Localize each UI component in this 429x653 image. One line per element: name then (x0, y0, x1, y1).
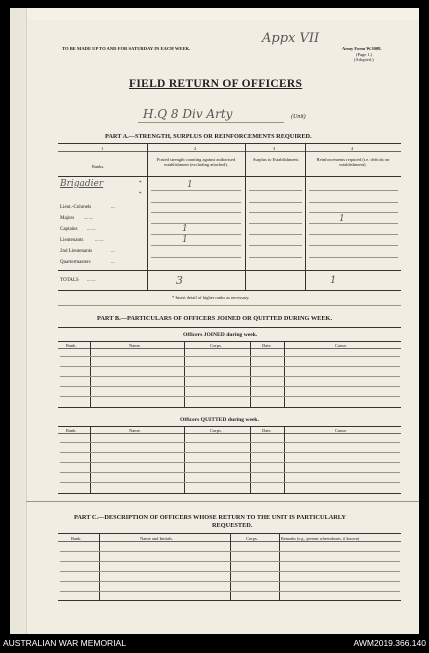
part-c-row-rule (60, 571, 400, 572)
col-header-reinforcements: Reinforcements required (i.e. deficits on establishment). (316, 157, 390, 167)
part-a-totals-rule (58, 270, 401, 271)
row-rule (309, 212, 398, 213)
part-b-top-rule (58, 327, 401, 328)
joined-col-divider (90, 341, 91, 407)
posted-captains: 1 (182, 224, 188, 234)
part-c-row-rule (60, 581, 400, 582)
part-b-title: PART B.—PARTICULARS OF OFFICERS JOINED OR QUITTED DURING WEEK. (97, 315, 333, 322)
unit-label: (Unit) (291, 114, 306, 120)
part-a-header-rule (58, 176, 401, 177)
joined-title: Officers JOINED during week. (183, 332, 258, 338)
quitted-col-rank: Rank. (66, 428, 77, 433)
joined-col-date: Date. (262, 343, 272, 348)
quitted-row-rule (60, 452, 400, 453)
part-c-col-divider (230, 533, 231, 600)
joined-row-rule (60, 396, 400, 397)
joined-table-top (58, 341, 401, 342)
binding-strip (10, 8, 27, 634)
part-a-footnote: * Insert detail of higher ranks as necessary. (172, 295, 250, 300)
rank-label: Lieutenants (60, 238, 84, 243)
col-number-2: 2 (194, 146, 197, 151)
rank-dots: ... (111, 249, 115, 254)
row-rule (151, 212, 241, 213)
rank-label: Captains (60, 227, 78, 232)
col-number-4: 4 (351, 146, 354, 151)
unit-handwritten: H.Q 8 Div Arty (143, 107, 233, 121)
rank-marker: * (139, 181, 142, 186)
joined-row-rule (60, 376, 400, 377)
totals-posted: 3 (176, 274, 183, 287)
part-c-col-divider (279, 533, 280, 600)
part-a-top-rule (58, 143, 401, 144)
part-a-col-divider-2 (245, 143, 246, 290)
totals-reinf: 1 (330, 275, 337, 286)
rank-marker: * (139, 192, 142, 197)
joined-table-bottom (58, 407, 401, 408)
quitted-title: Officers QUITTED during week. (180, 417, 259, 423)
quitted-header-rule (58, 433, 401, 434)
col-header-ranks: Ranks. (92, 164, 105, 169)
joined-col-cause: Cause. (335, 343, 348, 348)
part-a-col-divider-1 (147, 143, 148, 290)
col-number-1: 1 (101, 146, 104, 151)
totals-label: TOTALS (60, 278, 79, 283)
part-c-col-rank: Rank. (71, 536, 82, 541)
row-rule (249, 223, 302, 224)
caption-bar (0, 634, 429, 653)
row-rule (309, 202, 398, 203)
row-rule (309, 190, 398, 191)
rank-dots: ... ... (95, 238, 104, 243)
quitted-table-bottom (58, 493, 401, 494)
form-title: FIELD RETURN OF OFFICERS (129, 78, 303, 90)
joined-col-divider (284, 341, 285, 407)
part-c-title-line1: PART C.—DESCRIPTION OF OFFICERS WHOSE RETURN TO THE UNIT IS PARTICULARLY (74, 514, 346, 521)
form-page: (Page 1.) (356, 52, 373, 57)
quitted-col-cause: Cause. (335, 428, 348, 433)
totals-dots: ... ... (87, 278, 96, 283)
rank-brigadier-handwritten: Brigadier (60, 179, 104, 189)
rank-dots: ... (111, 205, 115, 210)
quitted-row-rule (60, 462, 400, 463)
form-adopted: (Adopted.) (354, 57, 374, 62)
joined-header-rule (58, 348, 401, 349)
joined-row-rule (60, 356, 400, 357)
rank-label: Quartermasters (60, 260, 91, 265)
caption-source: AUSTRALIAN WAR MEMORIAL (3, 638, 126, 648)
quitted-row-rule (60, 472, 400, 473)
caption-accession: AWM2019.366.140 (353, 638, 426, 648)
part-c-col-divider (99, 533, 100, 600)
row-rule (151, 223, 241, 224)
joined-col-divider (184, 341, 185, 407)
row-rule (309, 223, 398, 224)
row-rule (151, 190, 241, 191)
rank-dots: ... (111, 260, 115, 265)
part-c-col-name: Name and Initials. (140, 536, 174, 541)
rank-dots: ... ... (84, 216, 93, 221)
posted-lieutenants: 1 (182, 235, 188, 245)
unit-underline (138, 122, 284, 123)
section-separator (58, 305, 401, 306)
part-c-col-remarks: Remarks (e.g., present whereabouts, if known) (281, 536, 360, 541)
part-c-row-rule (60, 561, 400, 562)
part-a-title: PART A.—STRENGTH, SURPLUS OR REINFORCEMENTS REQUIRED. (105, 133, 312, 140)
rank-label: Lieut.-Colonels (60, 205, 92, 210)
part-a-number-rule (58, 151, 401, 152)
row-rule (249, 257, 302, 258)
rank-dots: ... ... (87, 227, 96, 232)
joined-row-rule (60, 386, 400, 387)
row-rule (249, 190, 302, 191)
form-number: Army Form W.3008. (342, 46, 382, 51)
quitted-col-corps: Corps. (210, 428, 222, 433)
paper-tab (26, 8, 419, 20)
part-c-row-rule (60, 551, 400, 552)
quitted-col-name: Name. (129, 428, 141, 433)
row-rule (309, 234, 398, 235)
part-c-table-bottom (58, 600, 401, 601)
reinf-majors: 1 (339, 214, 345, 224)
fold-line (26, 501, 419, 502)
row-rule (249, 234, 302, 235)
appendix-handwritten: Appx VII (262, 31, 320, 46)
row-rule (151, 245, 241, 246)
row-rule (249, 245, 302, 246)
part-a-bottom-rule (58, 290, 401, 291)
joined-col-corps: Corps. (210, 343, 222, 348)
quitted-table-top (58, 426, 401, 427)
quitted-row-rule (60, 442, 400, 443)
part-c-title-line2: REQUESTED. (212, 522, 253, 529)
row-rule (151, 234, 241, 235)
col-number-3: 3 (273, 146, 276, 151)
row-rule (249, 212, 302, 213)
col-header-surplus: Surplus to Establishment. (252, 157, 300, 162)
row-rule (309, 257, 398, 258)
row-rule (249, 202, 302, 203)
part-c-col-corps: Corps. (246, 536, 258, 541)
joined-row-rule (60, 366, 400, 367)
joined-col-rank: Rank. (66, 343, 77, 348)
instruction-text: TO BE MADE UP TO AND FOR SATURDAY IN EACH WEEK. (62, 46, 191, 51)
rank-label: 2nd Lieutenants (60, 249, 93, 254)
joined-col-name: Name. (129, 343, 141, 348)
rank-label: Majors (60, 216, 75, 221)
col-header-posted: Posted strength counting against authorised establishment (excluding attached). (156, 157, 236, 167)
row-rule (151, 202, 241, 203)
posted-brigadier: 1 (187, 180, 193, 190)
quitted-row-rule (60, 482, 400, 483)
row-rule (309, 245, 398, 246)
joined-col-divider (250, 341, 251, 407)
part-a-col-divider-3 (305, 143, 306, 290)
quitted-col-date: Date. (262, 428, 272, 433)
row-rule (151, 257, 241, 258)
part-c-row-rule (60, 591, 400, 592)
